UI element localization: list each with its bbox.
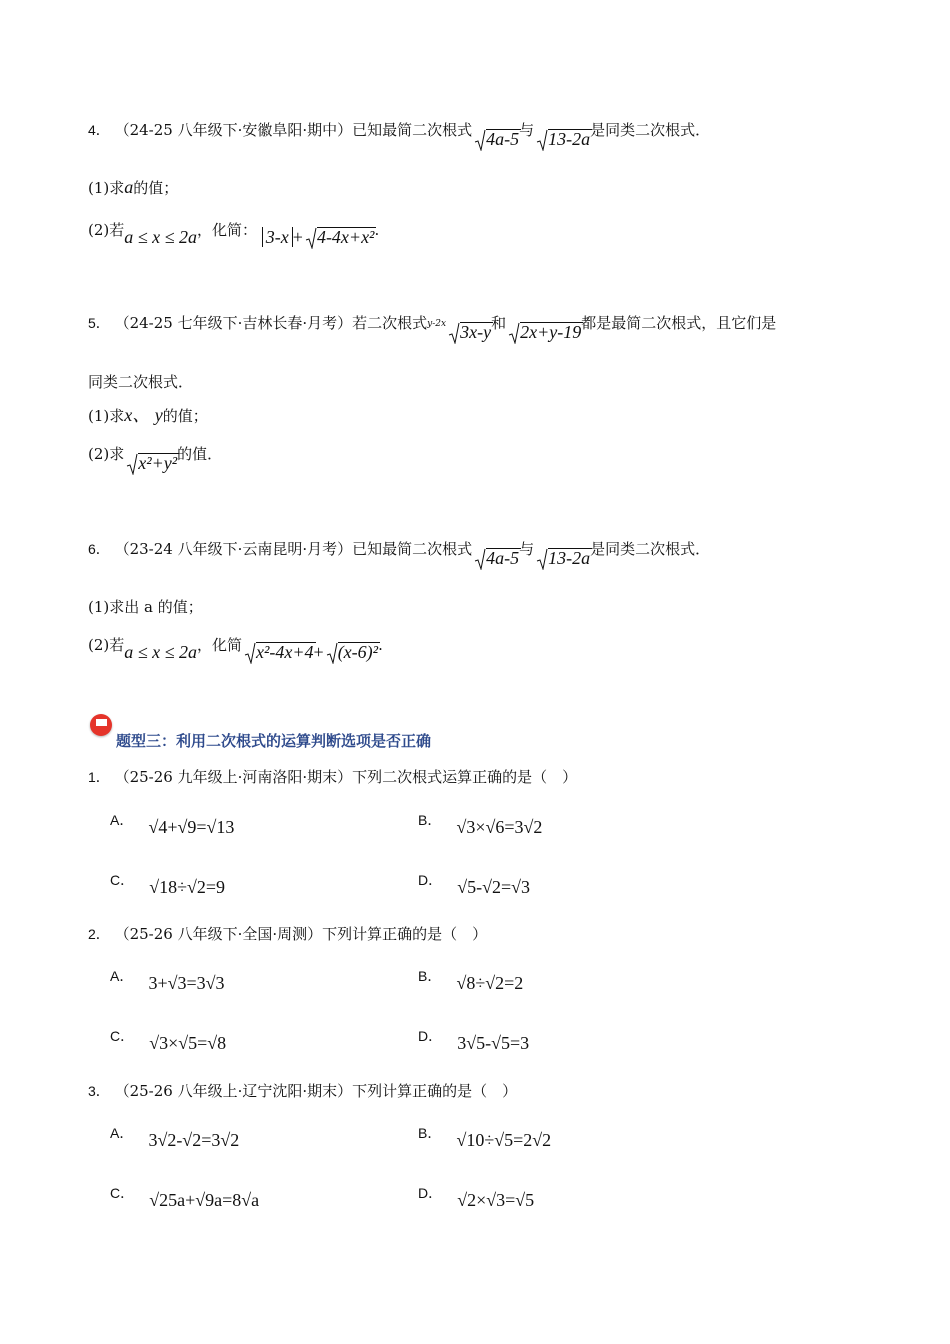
q6-sub1: (1)求出 a 的值； (88, 598, 203, 616)
option-a[interactable]: A． √4+√9=√13 (110, 812, 235, 837)
question-connector: 与 (519, 121, 535, 139)
option-d[interactable]: D． √5-√2=√3 (418, 872, 531, 897)
radical-3x-y: 3x-y (448, 321, 491, 343)
q5-line2: 同类二次根式． (88, 373, 194, 391)
s3-question-3: 3． （25-26 八年级上·辽宁沈阳·期末）下列计算正确的是（ ） (88, 1082, 518, 1100)
question-tail: 都是最简二次根式，且它们是 (581, 314, 777, 332)
question-stem: 若二次根式 (352, 314, 428, 332)
q4-sub2: (2)若a ≤ x ≤ 2a，化简： 3-x + 4-4x+x². (88, 221, 380, 247)
question-source: （25-26 八年级下·全国·周测） (114, 925, 323, 943)
option-d[interactable]: D． 3√5-√5=3 (418, 1028, 530, 1053)
option-expression: 3√2-√2=3√2 (148, 1130, 240, 1150)
question-stem: 已知最简二次根式 (352, 540, 473, 558)
question-stem: 已知最简二次根式 (352, 121, 473, 139)
section-title: 题型三：利用二次根式的运算判断选项是否正确 (116, 733, 432, 750)
question-source: （23-24 八年级下·云南昆明·月考） (114, 540, 353, 558)
question-stem: 下列二次根式运算正确的是（ ） (352, 768, 578, 786)
option-b[interactable]: B． √8÷√2=2 (418, 968, 524, 993)
q4-sub1: (1)求a的值； (88, 177, 179, 197)
question-source: （25-26 八年级上·辽宁沈阳·期末） (114, 1082, 353, 1100)
question-4 (88, 120, 710, 150)
option-expression: √18÷√2=9 (149, 877, 226, 897)
option-expression: √4+√9=√13 (148, 817, 235, 837)
question-number: 5． (88, 315, 110, 331)
question-connector: 与 (519, 540, 535, 558)
radical-4a-5: 4a-5 (474, 547, 519, 569)
q5-sub2: (2)求 x²+y²的值． (88, 445, 223, 473)
s3-question-2: 2． （25-26 八年级下·全国·周测）下列计算正确的是（ ） (88, 925, 488, 943)
condition: a ≤ x ≤ 2a (124, 227, 197, 247)
question-5 (88, 313, 776, 343)
option-expression: √3×√6=3√2 (456, 817, 543, 837)
option-expression: √10÷√5=2√2 (456, 1130, 552, 1150)
condition: a ≤ x ≤ 2a (124, 642, 197, 662)
option-c[interactable]: C． √18÷√2=9 (110, 872, 226, 897)
question-6 (88, 539, 710, 569)
option-expression: √25a+√9a=8√a (149, 1190, 260, 1210)
radical-x2-y2: x²+y² (126, 452, 177, 474)
question-number: 4． (88, 122, 110, 138)
option-d[interactable]: D． √2×√3=√5 (418, 1185, 535, 1210)
variables-x-y: x、 y (124, 405, 163, 425)
question-connector: 和 (491, 314, 507, 332)
radical-2x-y-19: 2x+y-19 (508, 321, 581, 343)
question-source: （24-25 七年级下·吉林长春·月考） (114, 314, 353, 332)
question-tail: 是同类二次根式． (590, 121, 711, 139)
option-expression: √3×√5=√8 (149, 1033, 227, 1053)
radical-4a-5: 4a-5 (474, 128, 519, 150)
option-c[interactable]: C． √3×√5=√8 (110, 1028, 227, 1053)
q6-sub2: (2)若a ≤ x ≤ 2a，化简 x²-4x+4+ (x-6)². (88, 636, 383, 662)
option-a[interactable]: A． 3+√3=3√3 (110, 968, 225, 993)
option-b[interactable]: B． √3×√6=3√2 (418, 812, 543, 837)
s3-question-1: 1． （25-26 九年级上·河南洛阳·期末）下列二次根式运算正确的是（ ） (88, 768, 578, 786)
radical-x-6-squared: (x-6)² (326, 641, 378, 663)
option-c[interactable]: C． √25a+√9a=8√a (110, 1185, 260, 1210)
option-expression: √8÷√2=2 (456, 973, 524, 993)
flag-icon (90, 714, 112, 736)
radical-index: y-2x (427, 319, 447, 329)
option-expression: √5-√2=√3 (457, 877, 531, 897)
question-source: （24-25 八年级下·安徽阜阳·期中） (114, 121, 353, 139)
option-expression: √2×√3=√5 (457, 1190, 535, 1210)
q5-sub1: (1)求x、 y的值； (88, 405, 208, 425)
option-expression: 3+√3=3√3 (148, 973, 225, 993)
question-source: （25-26 九年级上·河南洛阳·期末） (114, 768, 353, 786)
question-stem: 下列计算正确的是（ ） (322, 925, 488, 943)
radical-x2-4x-4: x²-4x+4 (244, 641, 314, 663)
option-b[interactable]: B． √10÷√5=2√2 (418, 1125, 552, 1150)
radical-13-2a: 13-2a (536, 547, 590, 569)
option-a[interactable]: A． 3√2-√2=3√2 (110, 1125, 240, 1150)
variable-a: a (124, 177, 134, 197)
radical-13-2a: 13-2a (536, 128, 590, 150)
radical-4-4x-x2: 4-4x+x² (305, 226, 375, 248)
question-number: 6． (88, 541, 110, 557)
question-tail: 是同类二次根式． (590, 540, 711, 558)
option-expression: 3√5-√5=3 (457, 1033, 530, 1053)
question-stem: 下列计算正确的是（ ） (352, 1082, 518, 1100)
absolute-value: 3-x (262, 227, 293, 247)
